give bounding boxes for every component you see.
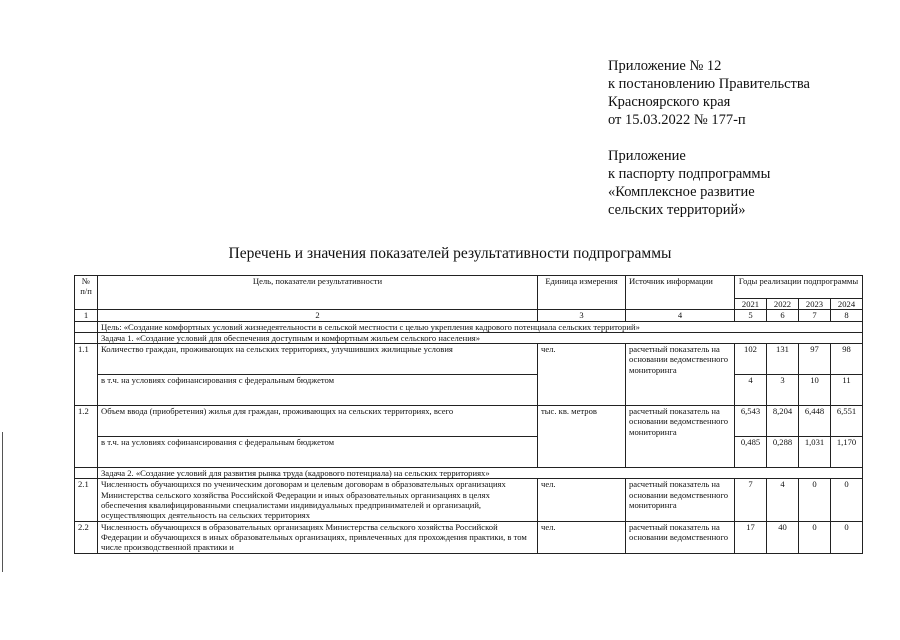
value-2024: 98 xyxy=(831,344,863,375)
value-2023: 0 xyxy=(799,521,831,553)
goal-row-text: Цель: «Создание комфортных условий жизнедеятельности в сельской местности с целью укрепления кадрового потенциала сельских территорий» xyxy=(98,321,863,332)
row-unit: тыс. кв. метров xyxy=(538,406,626,468)
column-number-row xyxy=(75,310,863,321)
header-year: 2024 xyxy=(831,299,863,310)
passport-line: «Комплексное развитие xyxy=(608,184,755,200)
subrow-name: в т.ч. на условиях софинансирования с федеральным бюджетом xyxy=(98,437,538,468)
task-row xyxy=(75,468,863,479)
value-2024: 6,551 xyxy=(831,406,863,437)
table-subrow xyxy=(75,437,863,468)
header-years-group: Годы реализации подпрограммы xyxy=(735,276,863,299)
annex-resolution-block xyxy=(608,57,810,129)
header-goal: Цель, показатели результативности xyxy=(98,276,538,310)
row-num: 1.1 xyxy=(75,344,98,406)
scan-edge-mark xyxy=(2,432,3,572)
value-2022: 131 xyxy=(767,344,799,375)
row-name: Объем ввода (приобретения) жилья для граждан, проживающих на сельских территориях, всего xyxy=(98,406,538,437)
annex-passport-block xyxy=(608,147,810,219)
value-2021: 0,485 xyxy=(735,437,767,468)
row-unit: чел. xyxy=(538,479,626,521)
header-year: 2021 xyxy=(735,299,767,310)
row-unit: чел. xyxy=(538,344,626,406)
column-number: 4 xyxy=(626,310,735,321)
document-title: Перечень и значения показателей результативности подпрограммы xyxy=(228,245,672,262)
annex-line: к постановлению Правительства xyxy=(608,76,810,92)
table-row xyxy=(75,521,863,553)
row-source: расчетный показатель на основании ведомственного мониторинга xyxy=(626,479,735,521)
row-num: 2.2 xyxy=(75,521,98,553)
task-row xyxy=(75,332,863,343)
value-2023: 97 xyxy=(799,344,831,375)
value-2022: 0,288 xyxy=(767,437,799,468)
value-2022: 3 xyxy=(767,375,799,406)
passport-line: Приложение xyxy=(608,148,686,164)
column-number: 5 xyxy=(735,310,767,321)
row-source: расчетный показатель на основании ведомственного мониторинга xyxy=(626,406,735,468)
task-1-text: Задача 1. «Создание условий для обеспечения доступным и комфортным жильем сельского населения» xyxy=(98,332,863,343)
value-2023: 1,031 xyxy=(799,437,831,468)
value-2022: 40 xyxy=(767,521,799,553)
value-2021: 6,543 xyxy=(735,406,767,437)
row-num: 1.2 xyxy=(75,406,98,468)
table-header-row xyxy=(75,276,863,299)
value-2022: 8,204 xyxy=(767,406,799,437)
goal-row-num-cell xyxy=(75,321,98,332)
table-row xyxy=(75,344,863,375)
column-number: 1 xyxy=(75,310,98,321)
indicators-table xyxy=(74,275,863,554)
row-name: Количество граждан, проживающих на сельских территориях, улучшивших жилищные условия xyxy=(98,344,538,375)
value-2023: 6,448 xyxy=(799,406,831,437)
table-row xyxy=(75,406,863,437)
passport-line: сельских территорий» xyxy=(608,202,746,218)
column-number: 3 xyxy=(538,310,626,321)
table-row xyxy=(75,479,863,521)
row-source: расчетный показатель на основании ведомственного xyxy=(626,521,735,553)
annex-line: Красноярского края xyxy=(608,94,731,110)
value-2021: 4 xyxy=(735,375,767,406)
column-number: 8 xyxy=(831,310,863,321)
value-2021: 102 xyxy=(735,344,767,375)
subrow-name: в т.ч. на условиях софинансирования с федеральным бюджетом xyxy=(98,375,538,406)
header-num: № п/п xyxy=(75,276,98,310)
table-subrow xyxy=(75,375,863,406)
header-unit: Единица измерения xyxy=(538,276,626,310)
column-number: 6 xyxy=(767,310,799,321)
header-year: 2023 xyxy=(799,299,831,310)
value-2023: 0 xyxy=(799,479,831,521)
row-source: расчетный показатель на основании ведомственного мониторинга xyxy=(626,344,735,406)
value-2021: 17 xyxy=(735,521,767,553)
row-unit: чел. xyxy=(538,521,626,553)
row-name: Численность обучающихся в образовательных организациях Министерства сельского хозяйства Российской Федерации и обучающихся в иных образовательных организациях, привлеченных для прохождения практики, в том числе производственной практики и xyxy=(98,521,538,553)
value-2022: 4 xyxy=(767,479,799,521)
header-year: 2022 xyxy=(767,299,799,310)
annex-header xyxy=(608,57,810,237)
value-2024: 0 xyxy=(831,521,863,553)
value-2024: 1,170 xyxy=(831,437,863,468)
column-number: 2 xyxy=(98,310,538,321)
value-2024: 0 xyxy=(831,479,863,521)
header-source: Источник информации xyxy=(626,276,735,310)
value-2021: 7 xyxy=(735,479,767,521)
passport-line: к паспорту подпрограммы xyxy=(608,166,771,182)
goal-row xyxy=(75,321,863,332)
column-number: 7 xyxy=(799,310,831,321)
task-row-num-cell xyxy=(75,332,98,343)
value-2024: 11 xyxy=(831,375,863,406)
task-2-text: Задача 2. «Создание условий для развития рынка труда (кадрового потенциала) на сельских территориях» xyxy=(98,468,863,479)
value-2023: 10 xyxy=(799,375,831,406)
annex-line: от 15.03.2022 № 177-п xyxy=(608,112,746,128)
annex-line: Приложение № 12 xyxy=(608,58,722,74)
task-row-num-cell xyxy=(75,468,98,479)
row-num: 2.1 xyxy=(75,479,98,521)
row-name: Численность обучающихся по ученическим договорам и целевым договорам в образовательных организациях Министерства сельского хозяйства Российской Федерации и иных образовательных организациях в целях обеспечения квалифицированными специалистами индивидуальных предпринимателей и организаций, осуществляющих деятельность на сельских территориях xyxy=(98,479,538,521)
